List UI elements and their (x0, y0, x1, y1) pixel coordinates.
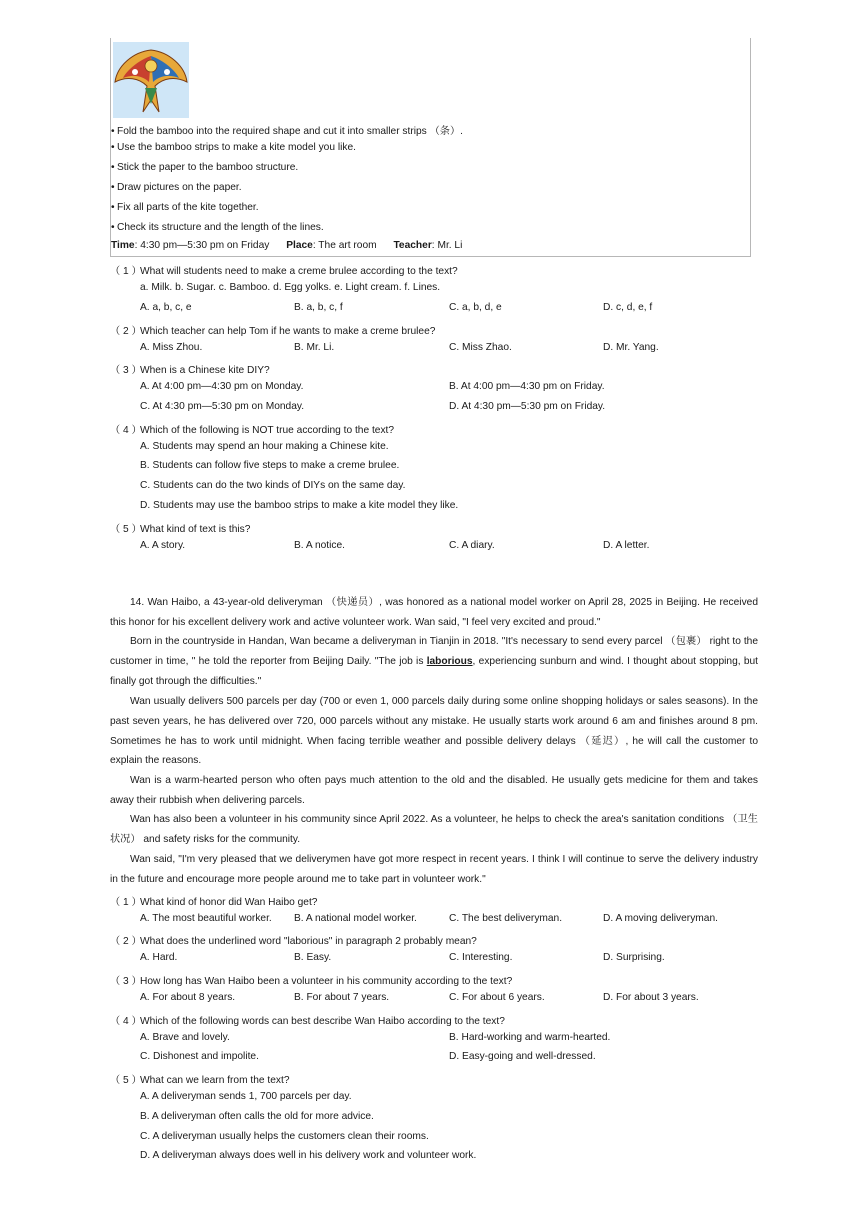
q14-q5-option-d[interactable]: D. A deliveryman always does well in his delivery work and volunteer work. (140, 1150, 477, 1161)
q13-q5-option-c[interactable]: C. A diary. (449, 540, 495, 551)
q13-q2-option-c[interactable]: C. Miss Zhao. (449, 342, 512, 353)
q13-question-5: （ 5 ）What kind of text is this? (110, 524, 251, 535)
kite-step-2: • Use the bamboo strips to make a kite model you like. (111, 142, 356, 153)
kite-step-6: • Check its structure and the length of the lines. (111, 222, 324, 233)
q13-q5-option-a[interactable]: A. A story. (140, 540, 186, 551)
q13-question-3: （ 3 ）When is a Chinese kite DIY? (110, 365, 270, 376)
passage-paragraph-1: 14. Wan Haibo, a 43-year-old deliveryman （快递员）, was honored as a national model worker on April 28, 2025 in Beijing. He received this honor for his excellent delivery work and active volunteer work. Wan said, "I feel very excited and proud." (110, 597, 758, 628)
q13-q3-option-c[interactable]: C. At 4:30 pm—5:30 pm on Monday. (140, 401, 305, 412)
q13-q2-option-a[interactable]: A. Miss Zhou. (140, 342, 203, 353)
q13-q1-items: a. Milk. b. Sugar. c. Bamboo. d. Egg yolks. e. Light cream. f. Lines. (140, 282, 441, 293)
q13-q4-option-c[interactable]: C. Students can do the two kinds of DIYs on the same day. (140, 480, 406, 491)
kite-schedule (111, 240, 462, 251)
q14-q4-option-d[interactable]: D. Easy-going and well-dressed. (449, 1051, 596, 1062)
kite-step-5: • Fix all parts of the kite together. (111, 202, 259, 213)
time-value: : 4:30 pm—5:30 pm on Friday (134, 240, 270, 251)
q14-q4-option-b[interactable]: B. Hard-working and warm-hearted. (449, 1032, 611, 1043)
q14-q2-option-c[interactable]: C. Interesting. (449, 952, 513, 963)
q14-q3-option-b[interactable]: B. For about 7 years. (294, 992, 390, 1003)
q14-question-3: （ 3 ）How long has Wan Haibo been a volunteer in his community according to the text? (110, 976, 513, 987)
teacher-value: : Mr. Li (431, 240, 463, 251)
q13-q5-option-d[interactable]: D. A letter. (603, 540, 650, 551)
q13-q4-option-a[interactable]: A. Students may spend an hour making a Chinese kite. (140, 441, 389, 452)
passage-paragraph-6: Wan said, "I'm very pleased that we deliverymen have got more respect in recent years. I think I will continue to serve the delivery industry in the future and encourage more people around me to take part in volunteer work." (110, 854, 758, 885)
passage-paragraph-3: Wan usually delivers 500 parcels per day (700 or even 1, 000 parcels daily during some online shopping holidays or sales seasons). In the past seven years, he has delivered over 720, 000 parcels without any mistake. He usually starts work around 6 am and finishes around 8 pm. Sometimes he has to work until midnight. When facing terrible weather and possible delivery delays （延迟）, he will call the customer to explain the reasons. (110, 696, 758, 767)
q13-q4-option-d[interactable]: D. Students may use the bamboo strips to make a kite model they like. (140, 500, 459, 511)
q14-q1-option-b[interactable]: B. A national model worker. (294, 913, 417, 924)
q13-q4-option-b[interactable]: B. Students can follow five steps to make a creme brulee. (140, 460, 400, 471)
q14-question-4: （ 4 ）Which of the following words can best describe Wan Haibo according to the text? (110, 1016, 505, 1027)
q14-q4-option-a[interactable]: A. Brave and lovely. (140, 1032, 230, 1043)
q14-q5-option-b[interactable]: B. A deliveryman often calls the old for more advice. (140, 1111, 374, 1122)
q13-q1-option-a[interactable]: A. a, b, c, e (140, 302, 192, 313)
kite-step-3: • Stick the paper to the bamboo structure. (111, 162, 299, 173)
q13-q2-option-b[interactable]: B. Mr. Li. (294, 342, 335, 353)
passage-paragraph-5: Wan has also been a volunteer in his community since April 2022. As a volunteer, he helps to check the area's sanitation conditions （卫生状况） and safety risks for the community. (110, 814, 758, 845)
passage-paragraph-4: Wan is a warm-hearted person who often pays much attention to the old and the disabled. He usually gets medicine for them and takes away their rubbish when delivering parcels. (110, 775, 758, 806)
q13-q2-option-d[interactable]: D. Mr. Yang. (603, 342, 659, 353)
kite-diy-box (110, 38, 751, 257)
q14-question-5: （ 5 ）What can we learn from the text? (110, 1075, 290, 1086)
q13-q1-option-d[interactable]: D. c, d, e, f (603, 302, 653, 313)
q14-question-2: （ 2 ）What does the underlined word "laborious" in paragraph 2 probably mean? (110, 936, 477, 947)
q14-q1-option-a[interactable]: A. The most beautiful worker. (140, 913, 272, 924)
teacher-label: Teacher (393, 240, 432, 251)
underlined-word: laborious (426, 655, 473, 667)
q13-question-4: （ 4 ）Which of the following is NOT true according to the text? (110, 425, 395, 436)
q14-q1-option-c[interactable]: C. The best deliveryman. (449, 913, 563, 924)
q14-q4-option-c[interactable]: C. Dishonest and impolite. (140, 1051, 259, 1062)
q13-q3-option-a[interactable]: A. At 4:00 pm—4:30 pm on Monday. (140, 381, 304, 392)
q14-q2-option-a[interactable]: A. Hard. (140, 952, 178, 963)
place-value: : The art room (312, 240, 377, 251)
q14-q5-option-a[interactable]: A. A deliveryman sends 1, 700 parcels per day. (140, 1091, 352, 1102)
q13-question-1: （ 1 ）What will students need to make a creme brulee according to the text? (110, 266, 458, 277)
q14-q2-option-b[interactable]: B. Easy. (294, 952, 332, 963)
q14-q3-option-c[interactable]: C. For about 6 years. (449, 992, 545, 1003)
q13-question-2: （ 2 ）Which teacher can help Tom if he wants to make a creme brulee? (110, 326, 436, 337)
q14-q5-option-c[interactable]: C. A deliveryman usually helps the customers clean their rooms. (140, 1131, 429, 1142)
q14-q1-option-d[interactable]: D. A moving deliveryman. (603, 913, 718, 924)
time-label: Time (111, 240, 135, 251)
q13-q3-option-d[interactable]: D. At 4:30 pm—5:30 pm on Friday. (449, 401, 606, 412)
q14-q3-option-a[interactable]: A. For about 8 years. (140, 992, 236, 1003)
q14-q2-option-d[interactable]: D. Surprising. (603, 952, 665, 963)
q13-q1-option-b[interactable]: B. a, b, c, f (294, 302, 343, 313)
q13-q1-option-c[interactable]: C. a, b, d, e (449, 302, 502, 313)
passage-paragraph-2: Born in the countryside in Handan, Wan became a deliveryman in Tianjin in 2018. "It's necessary to send every parcel （包裹） right to the customer in time, " he told the reporter from Beijing Daily. "The job is laborious, experiencing sunburn and wind. I thought about stopping, but finally got through the difficulties." (110, 636, 758, 687)
q13-q3-option-b[interactable]: B. At 4:00 pm—4:30 pm on Friday. (449, 381, 605, 392)
kite-step-1: • Fold the bamboo into the required shape and cut it into smaller strips （条）. (111, 126, 463, 137)
q14-q3-option-d[interactable]: D. For about 3 years. (603, 992, 699, 1003)
q14-question-1: （ 1 ）What kind of honor did Wan Haibo get? (110, 897, 318, 908)
kite-step-4: • Draw pictures on the paper. (111, 182, 242, 193)
q13-q5-option-b[interactable]: B. A notice. (294, 540, 345, 551)
kite-image (113, 42, 189, 118)
place-label: Place (286, 240, 313, 251)
